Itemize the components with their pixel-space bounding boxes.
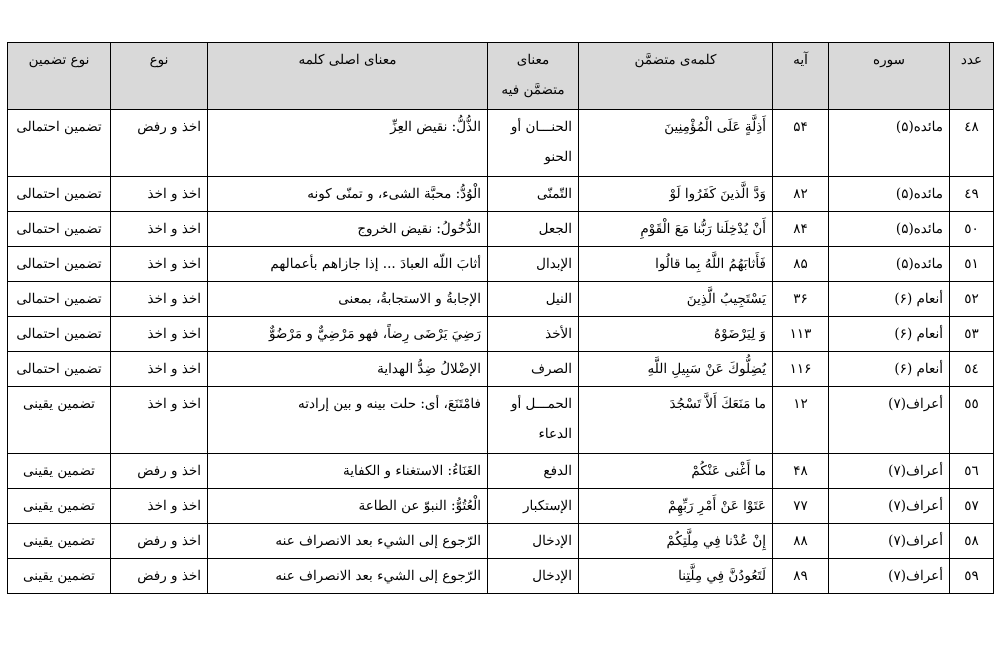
cell-tadmin: تضمین احتمالی (8, 177, 111, 212)
cell-tadmin: تضمین یقینی (8, 387, 111, 454)
cell-num: ٥٥ (950, 387, 994, 454)
cell-ayah: ۴۸ (773, 454, 829, 489)
cell-ayah: ۷۷ (773, 489, 829, 524)
cell-meaning (488, 387, 579, 454)
cell-ayah: ۸۴ (773, 212, 829, 247)
cell-tadmin: تضمین یقینی (8, 559, 111, 594)
cell-tadmin: تضمین یقینی (8, 524, 111, 559)
header-meaning-line2: متضمَّن فیه (501, 82, 565, 98)
cell-meaning (488, 454, 579, 489)
cell-meaning-line1: الجعل (538, 221, 572, 237)
cell-meaning (488, 317, 579, 352)
cell-surah: أعراف(۷) (829, 387, 950, 454)
cell-num: ٥٢ (950, 282, 994, 317)
cell-meaning-line1: النيل (545, 291, 572, 307)
cell-surah: أعراف(۷) (829, 454, 950, 489)
table-row (8, 559, 994, 594)
cell-word: يُضِلُّوكَ عَنْ سَبِيلِ اللَّهِ (579, 352, 773, 387)
cell-ayah: ۸۵ (773, 247, 829, 282)
cell-kind: اخذ و اخذ (111, 247, 208, 282)
cell-tadmin: تضمین احتمالی (8, 247, 111, 282)
cell-kind: اخذ و اخذ (111, 282, 208, 317)
cell-num: ٥٣ (950, 317, 994, 352)
cell-ayah: ۳۶ (773, 282, 829, 317)
cell-ayah: ۸۸ (773, 524, 829, 559)
cell-meaning-line1: الإدخال (532, 568, 572, 584)
cell-num: ٥٧ (950, 489, 994, 524)
cell-meaning (488, 559, 579, 594)
cell-word: أَنْ يُدْخِلَنا رَبُّنا مَعَ الْقَوْمِ (579, 212, 773, 247)
cell-meaning-line2: الدعاء (538, 426, 572, 442)
cell-surah: مائده(۵) (829, 110, 950, 177)
cell-surah: أنعام (۶) (829, 352, 950, 387)
cell-tadmin: تضمین احتمالی (8, 110, 111, 177)
cell-original: الْوُدُّ: محبَّة الشیء، و تمنّى كونه (208, 177, 488, 212)
header-kind: نوع (111, 43, 208, 110)
cell-kind: اخذ و اخذ (111, 352, 208, 387)
cell-word: لَتَعُودُنَّ فِي مِلَّتِنا (579, 559, 773, 594)
cell-ayah: ۱۱۶ (773, 352, 829, 387)
cell-surah: أعراف(۷) (829, 524, 950, 559)
table-body (8, 110, 994, 594)
cell-surah: أنعام (۶) (829, 317, 950, 352)
cell-word: وَ لِيَرْضَوْهُ (579, 317, 773, 352)
cell-num: ٥٦ (950, 454, 994, 489)
cell-tadmin: تضمین احتمالی (8, 317, 111, 352)
cell-original: الْعُتُوُّ: النبوّ عن الطاعة (208, 489, 488, 524)
cell-num: ٤٩ (950, 177, 994, 212)
cell-kind: اخذ و رفض (111, 454, 208, 489)
cell-surah: مائده(۵) (829, 247, 950, 282)
cell-kind: اخذ و اخذ (111, 317, 208, 352)
cell-meaning (488, 212, 579, 247)
cell-kind: اخذ و اخذ (111, 387, 208, 454)
table-row (8, 387, 994, 454)
cell-meaning (488, 282, 579, 317)
header-original: معنای اصلی کلمه (208, 43, 488, 110)
header-meaning-line1: معنای (516, 52, 550, 68)
table-row (8, 282, 994, 317)
cell-meaning-line1: الأخذ (545, 326, 572, 342)
cell-word: عَتَوْا عَنْ أَمْرِ رَبِّهِمْ (579, 489, 773, 524)
cell-ayah: ۱۲ (773, 387, 829, 454)
cell-word: وَدَّ الَّذينَ كَفَرُوا لَوْ (579, 177, 773, 212)
cell-tadmin: تضمین احتمالی (8, 282, 111, 317)
cell-original: الغَنَاءُ: الاستغناء و الكفاية (208, 454, 488, 489)
table-row (8, 524, 994, 559)
table-row (8, 317, 994, 352)
cell-original: الرّجوع إلى الشيء بعد الانصراف عنه (208, 524, 488, 559)
cell-original: الذُّلُّ: نقيض العِزِّ (208, 110, 488, 177)
cell-num: ٥٩ (950, 559, 994, 594)
cell-meaning-line1: الإستكبار (523, 498, 572, 514)
cell-word: يَسْتَجِيبُ الَّذِينَ (579, 282, 773, 317)
cell-meaning (488, 352, 579, 387)
cell-word: فَأَثابَهُمُ اللَّهُ بِما قالُوا (579, 247, 773, 282)
cell-meaning (488, 247, 579, 282)
cell-meaning-line2: الحنو (544, 149, 572, 165)
table-row (8, 177, 994, 212)
cell-original: الرّجوع إلى الشيء بعد الانصراف عنه (208, 559, 488, 594)
header-word: کلمه‌ی متضمَّن (579, 43, 773, 110)
cell-num: ٥٨ (950, 524, 994, 559)
header-surah: سوره (829, 43, 950, 110)
table-row (8, 489, 994, 524)
cell-surah: أعراف(۷) (829, 559, 950, 594)
cell-kind: اخذ و رفض (111, 559, 208, 594)
cell-ayah: ۱۱۳ (773, 317, 829, 352)
cell-meaning-line1: الدفع (543, 463, 572, 479)
cell-meaning-line1: الإبدال (536, 256, 572, 272)
cell-meaning-line1: الحمـــل أو (510, 396, 572, 412)
cell-tadmin: تضمین یقینی (8, 489, 111, 524)
cell-ayah: ۸۲ (773, 177, 829, 212)
cell-tadmin: تضمین یقینی (8, 454, 111, 489)
cell-meaning (488, 110, 579, 177)
header-row (8, 43, 994, 110)
cell-original: فامْتَنَعَ، أى: حلت بينه و بين إرادته (208, 387, 488, 454)
table-row (8, 247, 994, 282)
cell-kind: اخذ و اخذ (111, 177, 208, 212)
table-row (8, 454, 994, 489)
cell-num: ٥٠ (950, 212, 994, 247)
cell-surah: أنعام (۶) (829, 282, 950, 317)
table-row (8, 352, 994, 387)
cell-original: أثابَ اللّه العبادَ ... إذا جازاهم بأعمالهم (208, 247, 488, 282)
cell-kind: اخذ و اخذ (111, 489, 208, 524)
tadmin-table (7, 42, 994, 594)
header-meaning (488, 43, 579, 110)
cell-ayah: ۵۴ (773, 110, 829, 177)
table-row (8, 110, 994, 177)
header-ayah: آیه (773, 43, 829, 110)
cell-tadmin: تضمین احتمالی (8, 352, 111, 387)
cell-word: ما مَنَعَكَ أَلاَّ تَسْجُدَ (579, 387, 773, 454)
cell-original: الإجابةُ و الاستجابةُ، بمعنى (208, 282, 488, 317)
cell-meaning-line1: الحنـــان أو (510, 119, 572, 135)
cell-surah: مائده(۵) (829, 177, 950, 212)
cell-meaning (488, 489, 579, 524)
cell-meaning-line1: الصرف (530, 361, 572, 377)
cell-kind: اخذ و رفض (111, 110, 208, 177)
cell-num: ٥٤ (950, 352, 994, 387)
cell-surah: أعراف(۷) (829, 489, 950, 524)
cell-original: الإضْلالُ ضِدُّ الهداية (208, 352, 488, 387)
table-row (8, 212, 994, 247)
cell-word: أَذِلَّةٍ عَلَى الْمُؤْمِنِينَ (579, 110, 773, 177)
cell-tadmin: تضمین احتمالی (8, 212, 111, 247)
cell-kind: اخذ و رفض (111, 524, 208, 559)
cell-meaning-line1: الإدخال (532, 533, 572, 549)
cell-ayah: ۸۹ (773, 559, 829, 594)
header-num: عدد (950, 43, 994, 110)
cell-meaning (488, 177, 579, 212)
cell-meaning (488, 524, 579, 559)
cell-word: ما أَغْنى عَنْكُمْ (579, 454, 773, 489)
cell-original: الدُّخُولُ: نقيض الخروج (208, 212, 488, 247)
cell-word: إِنْ عُدْنا فِي مِلَّتِكُمْ (579, 524, 773, 559)
cell-num: ٤٨ (950, 110, 994, 177)
cell-num: ٥١ (950, 247, 994, 282)
cell-original: رَضِيَ يَرْضَى رِضاً، فهو مَرْضِيٌّ و مَرْضُوٌّ (208, 317, 488, 352)
cell-surah: مائده(۵) (829, 212, 950, 247)
cell-kind: اخذ و اخذ (111, 212, 208, 247)
header-tadmin: نوع تضمین (8, 43, 111, 110)
cell-meaning-line1: التّمنّى (536, 186, 572, 202)
